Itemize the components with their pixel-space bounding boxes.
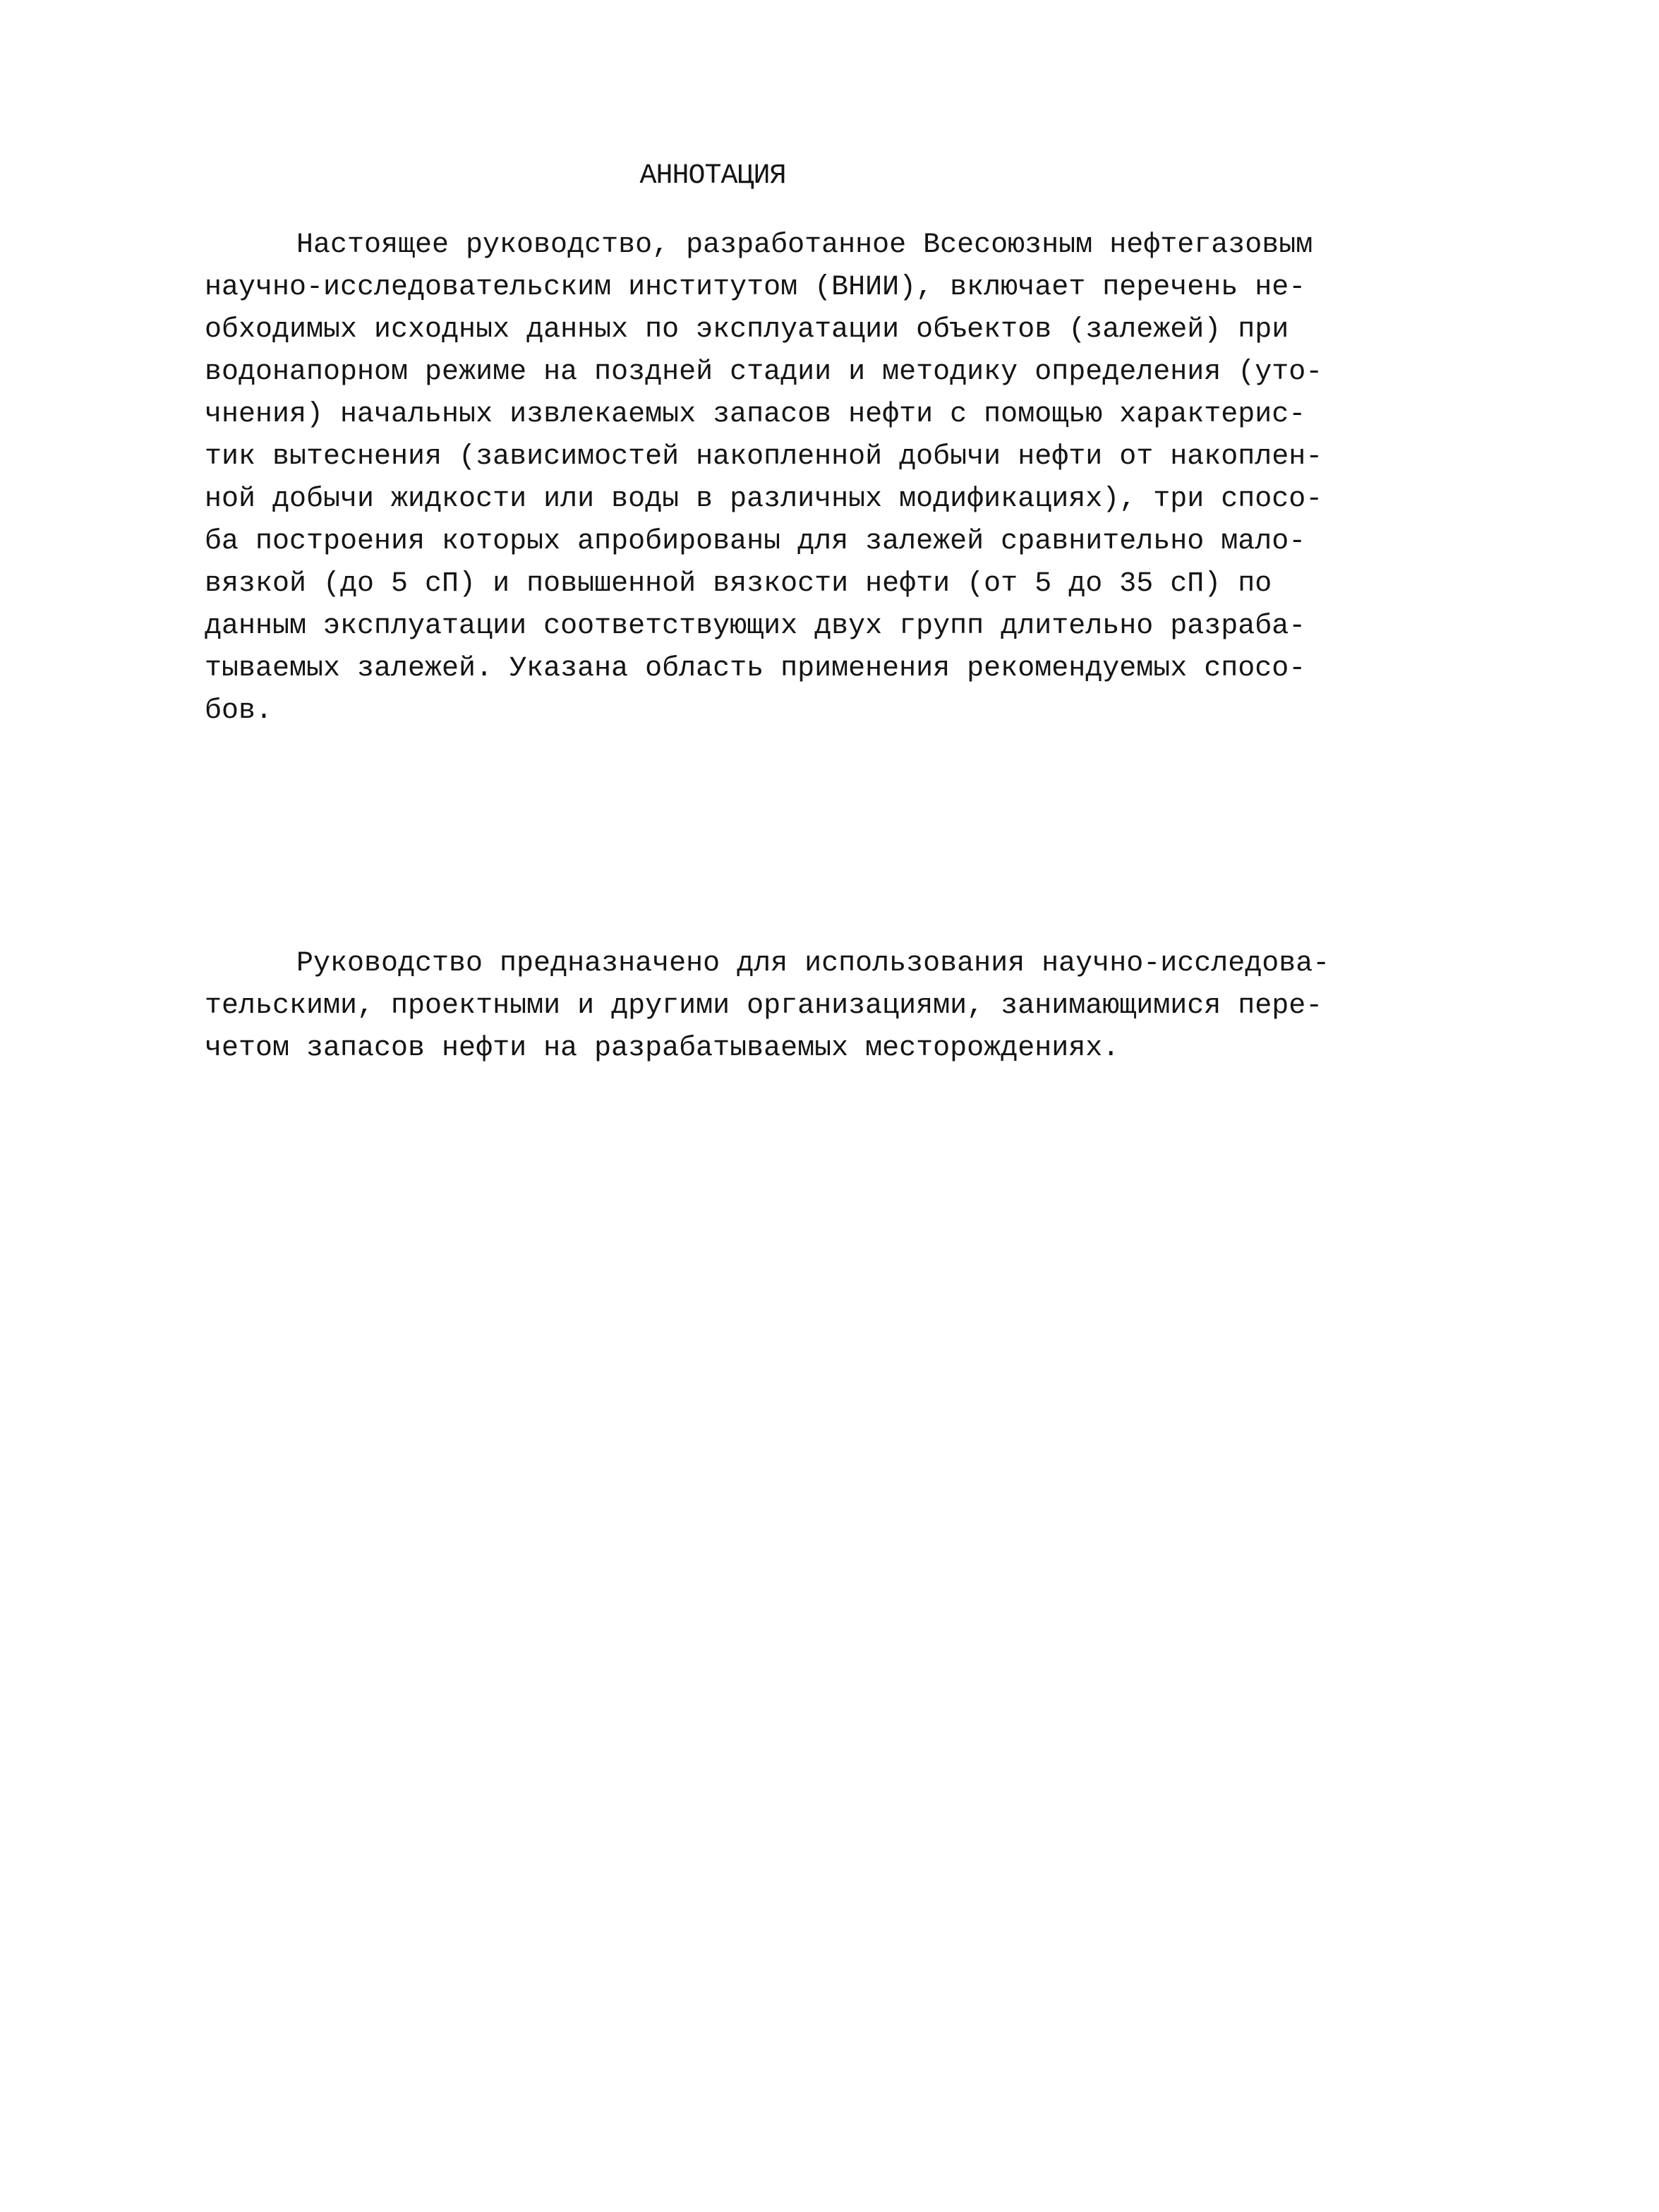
paragraph-2 bbox=[205, 943, 1432, 1070]
text-line: научно-исследовательским институтом (ВНИИ), включает перечень не- bbox=[205, 272, 1306, 303]
text-line: бов. bbox=[205, 695, 273, 727]
text-line: Настоящее руководство, разработанное Всесоюзным нефтегазовым bbox=[296, 229, 1313, 261]
paragraph-1 bbox=[205, 224, 1432, 733]
text-line: четом запасов нефти на разрабатываемых месторождениях. bbox=[205, 1033, 1120, 1064]
text-line: тик вытеснения (зависимостей накопленной добычи нефти от накоплен- bbox=[205, 441, 1323, 473]
document-title: АННОТАЦИЯ bbox=[639, 160, 786, 192]
text-line: тываемых залежей. Указана область применения рекомендуемых спосо- bbox=[205, 653, 1306, 685]
text-line: обходимых исходных данных по эксплуатации объектов (залежей) при bbox=[205, 314, 1289, 346]
text-line: ной добычи жидкости или воды в различных модификациях), три спосо- bbox=[205, 483, 1323, 515]
text-line: тельскими, проектными и другими организациями, занимающимися пере- bbox=[205, 990, 1323, 1022]
text-line: вязкой (до 5 сП) и повышенной вязкости нефти (от 5 до 35 сП) по bbox=[205, 568, 1272, 600]
text-line: ба построения которых апробированы для залежей сравнительно мало- bbox=[205, 526, 1306, 558]
text-line: данным эксплуатации соответствующих двух групп длительно разраба- bbox=[205, 611, 1306, 642]
text-line: чнения) начальных извлекаемых запасов нефти с помощью характерис- bbox=[205, 399, 1306, 431]
text-line: водонапорном режиме на поздней стадии и методику определения (уто- bbox=[205, 356, 1323, 388]
text-line: Руководство предназначено для использования научно-исследова- bbox=[296, 948, 1330, 980]
